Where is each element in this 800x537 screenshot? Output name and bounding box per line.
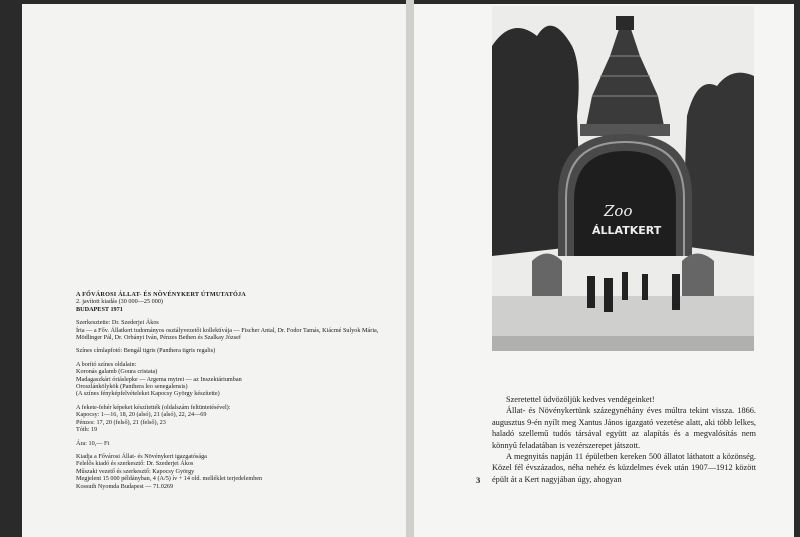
bw-photo-item: Kapocsy: 1—16, 18, 20 (alsó), 21 (alsó), 22, 24—69 (76, 411, 207, 419)
bw-photo-heading: A fekete-fehér képeket készítették (oldalszám feltüntetésével): (76, 403, 231, 411)
intro-text (492, 394, 756, 485)
cover-photo-credit: Színes címlapfotó: Bengál tigris (Panthera tigris regalis) (76, 347, 216, 355)
price: Ára: 10,— Ft (76, 439, 110, 447)
authors-line: Írta — a Főv. Állatkert tudományos osztályvezetői kollektívája — Fischer Antal, Dr. Fodor Tamás, Kiácmé Sulyok Mária, Mödlinger Pál, Dr. Orbányi Iván, Pénzes Bethen és Szalkay József (76, 326, 379, 342)
right-page (414, 4, 794, 537)
publisher-line: Kiadja a Fővárosi Állat- és Növénykert igazgatósága (76, 452, 207, 460)
gate-sign-allatkert: ÁLLATKERT (592, 224, 662, 237)
inner-cover-item: (A színes fényképfelvételeket Kapocsy György készítette) (76, 390, 220, 398)
bw-photo-item: Tóth: 19 (76, 426, 98, 434)
place-year: BUDAPEST 1971 (76, 305, 123, 313)
publisher-line: Felelős kiadó és szerkesztő: Dr. Szederjei Ákos (76, 460, 194, 468)
publisher-line: Megjelent 15 000 példányban, 4 (A/5) ív + 14 old. melléklet terjedelemben (76, 475, 263, 483)
publisher-line: Műszaki vezető és szerkesztő: Kapocsy György (76, 467, 195, 475)
publisher-line: Kossuth Nyomda Budapest — 71.0269 (76, 482, 174, 490)
paragraph-2: A megnyitás napján 11 épületben kereken 500 állatot láthatott a közönség. Közel fél évszázados, néha nehéz és küzdelmes évek után 1907—1912 között épült át a Kert nagyjában úgy, ahogyan (492, 452, 756, 484)
inner-cover-heading: A borító színes oldalain: (76, 360, 137, 368)
gate-sign-zoo: Zoo (604, 202, 633, 220)
imprint-block (76, 291, 396, 490)
inner-cover-item: Koronás galamb (Goura cristata) (76, 368, 158, 376)
greeting: Szeretettel üdvözöljük kedves vendégeinket! (506, 395, 655, 404)
zoo-gate-photo (492, 6, 754, 351)
inner-cover-item: Oroszlánkölykök (Panthera leo senegalensis) (76, 383, 188, 391)
editor-line: Szerkesztette: Dr. Szederjei Ákos (76, 319, 159, 327)
book-title: A FŐVÁROSI ÁLLAT- ÉS NÖVÉNYKERT ÚTMUTATÓJA (76, 291, 246, 298)
paragraph-1: Állat- és Növénykertünk százegynéhány éves múltra tekint visszа. 1866. augusztus 9-én nyílt meg Xantus János igazgató vezetése alatt, aki több lelkes, haladó szellemű tudós társával együtt az alapítás és a megvalósítás nem könnyű feladatában is vezérszerepet játszott. (492, 406, 756, 450)
page-number: 3 (476, 475, 481, 485)
book-spine (406, 0, 414, 537)
inner-cover-item: Madagaszkári óriáslepke — Argema mytrei — az Inszektáriumban (76, 375, 242, 383)
edition-line: 2. javított kiadás (30 000—25 000) (76, 298, 163, 306)
bw-photo-item: Pénzes: 17, 20 (felső), 21 (felső), 23 (76, 418, 166, 426)
left-page (22, 4, 406, 537)
